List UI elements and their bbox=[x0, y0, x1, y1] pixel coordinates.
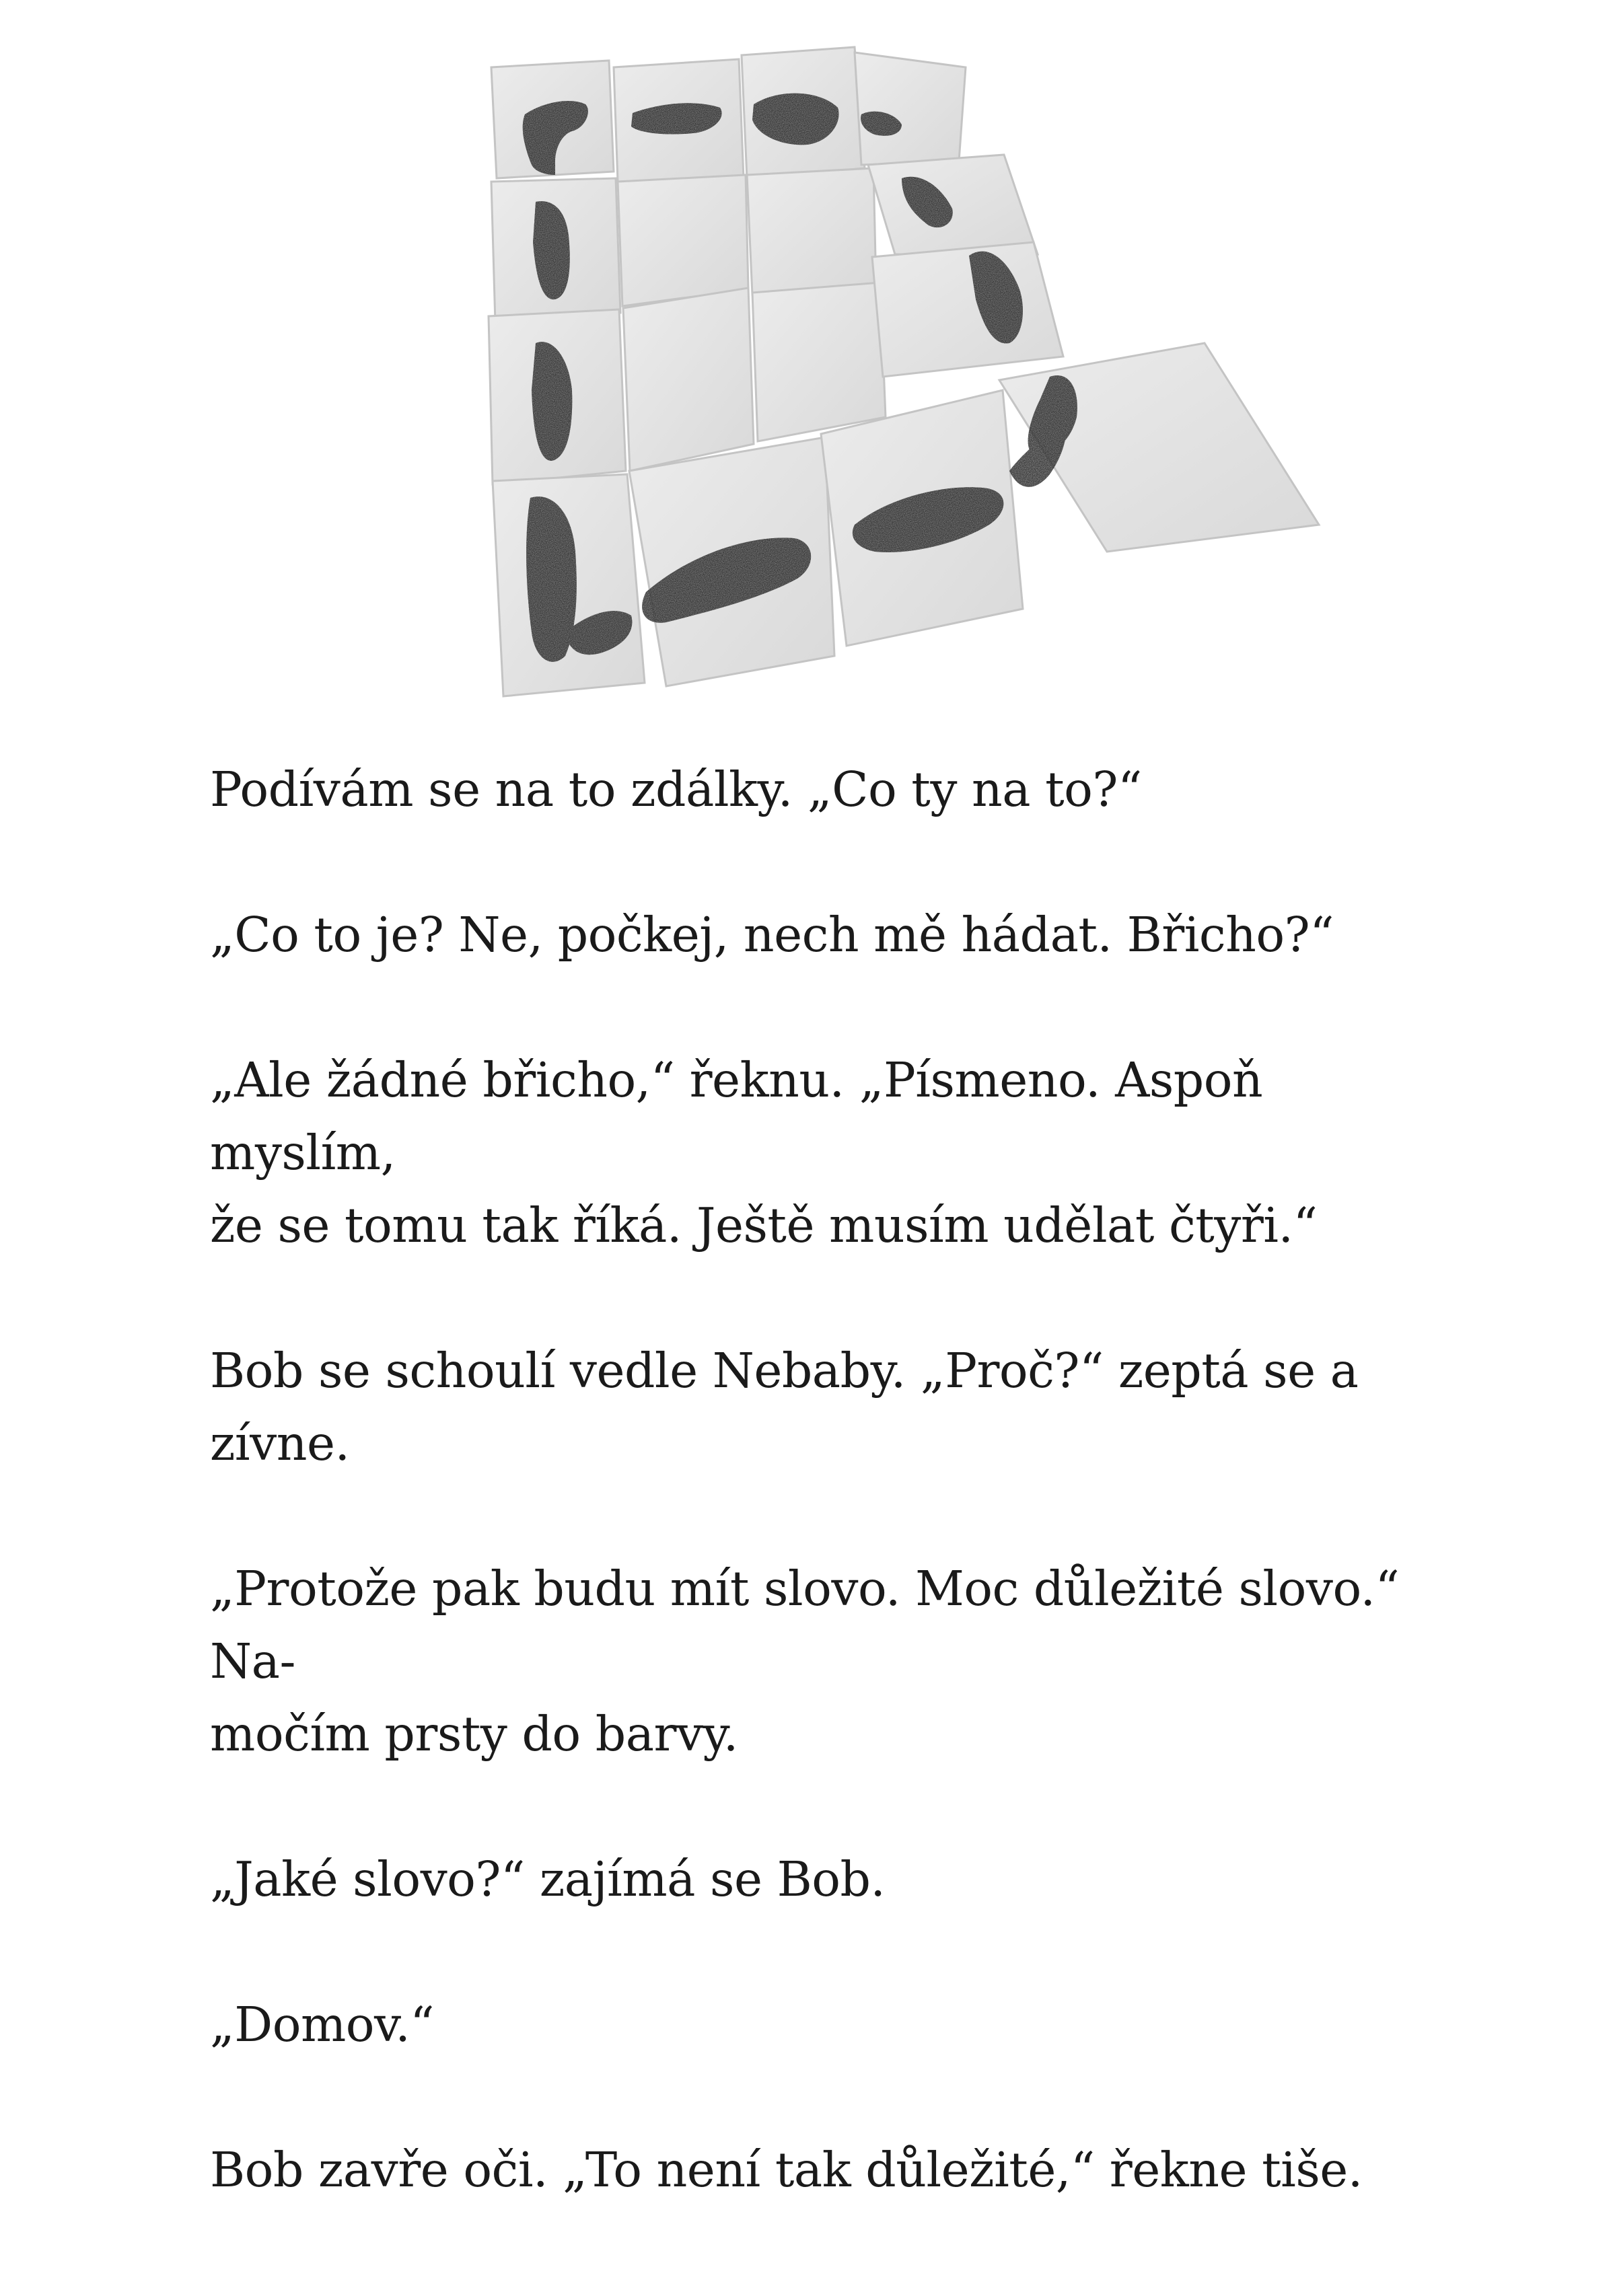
paragraph-gap bbox=[210, 1771, 1408, 1843]
story-text bbox=[210, 753, 1408, 2207]
paragraph: Bob zavře oči. „To není tak důležité,“ řekne tiše. bbox=[210, 2142, 1363, 2198]
paragraph-gap bbox=[210, 1480, 1408, 1553]
paragraph: Bob se schoulí vedle Nebaby. „Proč?“ zeptá se a zívne. bbox=[210, 1343, 1359, 1471]
paper-sheets bbox=[489, 47, 1319, 696]
paper-sheet bbox=[623, 288, 754, 471]
paragraph: Podívám se na to zdálky. „Co ty na to?“ bbox=[210, 762, 1142, 817]
paper-sheet bbox=[872, 242, 1063, 377]
paragraph-gap bbox=[210, 971, 1408, 1044]
paragraph-gap bbox=[210, 1262, 1408, 1335]
paragraph: „Protože pak budu mít slovo. Moc důležité slovo.“ Na- močím prsty do barvy. bbox=[210, 1561, 1400, 1762]
paragraph: „Domov.“ bbox=[210, 1997, 435, 2052]
letter-painting-illustration bbox=[471, 40, 1353, 706]
paragraph: „Ale žádné břicho,“ řeknu. „Písmeno. Aspoň myslím, že se tomu tak říká. Ještě musím udělat čtyři.“ bbox=[210, 1052, 1318, 1253]
paper-sheet bbox=[855, 52, 966, 165]
paper-sheet bbox=[747, 168, 876, 295]
paragraph-gap bbox=[210, 826, 1408, 899]
paper-sheet bbox=[618, 175, 748, 306]
paper-sheet bbox=[752, 283, 886, 441]
paragraph: „Co to je? Ne, počkej, nech mě hádat. Břicho?“ bbox=[210, 907, 1334, 963]
paragraph-gap bbox=[210, 2061, 1408, 2134]
paper-sheet bbox=[868, 155, 1038, 254]
paragraph-gap bbox=[210, 1916, 1408, 1989]
paragraph: „Jaké slovo?“ zajímá se Bob. bbox=[210, 1851, 886, 1907]
